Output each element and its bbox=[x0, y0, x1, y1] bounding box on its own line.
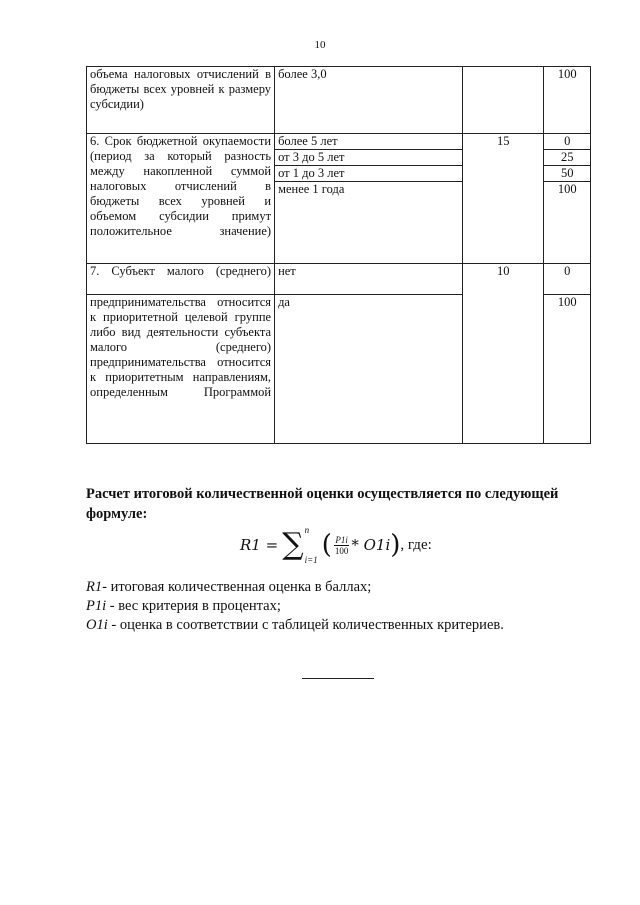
score-cell: 0 bbox=[544, 264, 591, 295]
score-cell: 0 bbox=[544, 134, 591, 150]
sum-upper-limit: n bbox=[304, 525, 310, 535]
formula-tail: , где: bbox=[400, 536, 432, 553]
table-row bbox=[87, 264, 591, 295]
value-cell: нет bbox=[275, 264, 463, 295]
definition-text: - итоговая количественная оценка в баллах; bbox=[102, 579, 372, 595]
fraction-denominator: 100 bbox=[334, 545, 349, 556]
value-cell: от 1 до 3 лет bbox=[275, 166, 463, 182]
score-cell: 100 bbox=[544, 67, 591, 134]
value-cell: более 5 лет bbox=[275, 134, 463, 150]
criterion-cell bbox=[87, 67, 275, 134]
definitions-list bbox=[86, 578, 606, 635]
formula-lhs: R1 = bbox=[240, 536, 279, 554]
weight-cell: 10 bbox=[463, 264, 544, 444]
score-cell: 100 bbox=[544, 182, 591, 264]
sigma-symbol: ∑ bbox=[282, 527, 304, 562]
formula bbox=[240, 522, 432, 568]
criterion-cell bbox=[87, 295, 275, 444]
value-cell: от 3 до 5 лет bbox=[275, 150, 463, 166]
weight-cell bbox=[463, 67, 544, 134]
definition-text: - оценка в соответствии с таблицей количественных критериев. bbox=[107, 617, 504, 633]
close-paren: ) bbox=[390, 530, 401, 560]
criteria-table bbox=[86, 66, 591, 444]
score-cell: 100 bbox=[544, 295, 591, 444]
formula-times: * O1i bbox=[351, 536, 391, 554]
definition-symbol: O1i bbox=[86, 617, 108, 633]
sum-lower-limit: i=1 bbox=[304, 555, 318, 565]
open-paren: ( bbox=[321, 530, 332, 560]
definition-item bbox=[86, 597, 606, 616]
formula-heading: Расчет итоговой количественной оценки осуществляется по следующей формуле: bbox=[86, 486, 559, 522]
definition-item bbox=[86, 616, 606, 635]
value-cell: более 3,0 bbox=[275, 67, 463, 134]
sum-operator bbox=[282, 525, 318, 565]
value-cell: да bbox=[275, 295, 463, 444]
fraction bbox=[334, 535, 350, 556]
score-cell: 25 bbox=[544, 150, 591, 166]
score-cell: 50 bbox=[544, 166, 591, 182]
criterion-text: объема налоговых отчислений в бюджеты всех уровней к размеру субсидии) bbox=[90, 67, 272, 111]
definition-symbol: P1i bbox=[86, 598, 107, 614]
criterion-text: 6. Срок бюджетной окупаемости (период за который разность между накопленной суммой налоговых отчислений в бюджеты всех уровней и объемом субсидии примут положительное значение) bbox=[90, 134, 272, 238]
table-row bbox=[87, 67, 591, 134]
definition-text: - вес критерия в процентах; bbox=[106, 598, 281, 614]
criterion-text: предпринимательства относится к приоритетной целевой группе либо вид деятельности субъекта малого (среднего) предпринимательства относится к приоритетным направлениям, определенным Программой bbox=[90, 295, 272, 399]
separator-line bbox=[302, 678, 374, 679]
definition-symbol: R1 bbox=[86, 579, 103, 595]
fraction-numerator: P1i bbox=[335, 534, 348, 545]
page-number: 10 bbox=[314, 39, 326, 51]
table-row bbox=[87, 134, 591, 150]
definition-item bbox=[86, 578, 606, 597]
criterion-cell bbox=[87, 134, 275, 264]
criterion-text: 7. Субъект малого (среднего) bbox=[90, 264, 272, 278]
sum-limits bbox=[305, 525, 318, 565]
criterion-cell bbox=[87, 264, 275, 295]
value-cell: менее 1 года bbox=[275, 182, 463, 264]
weight-cell: 15 bbox=[463, 134, 544, 264]
